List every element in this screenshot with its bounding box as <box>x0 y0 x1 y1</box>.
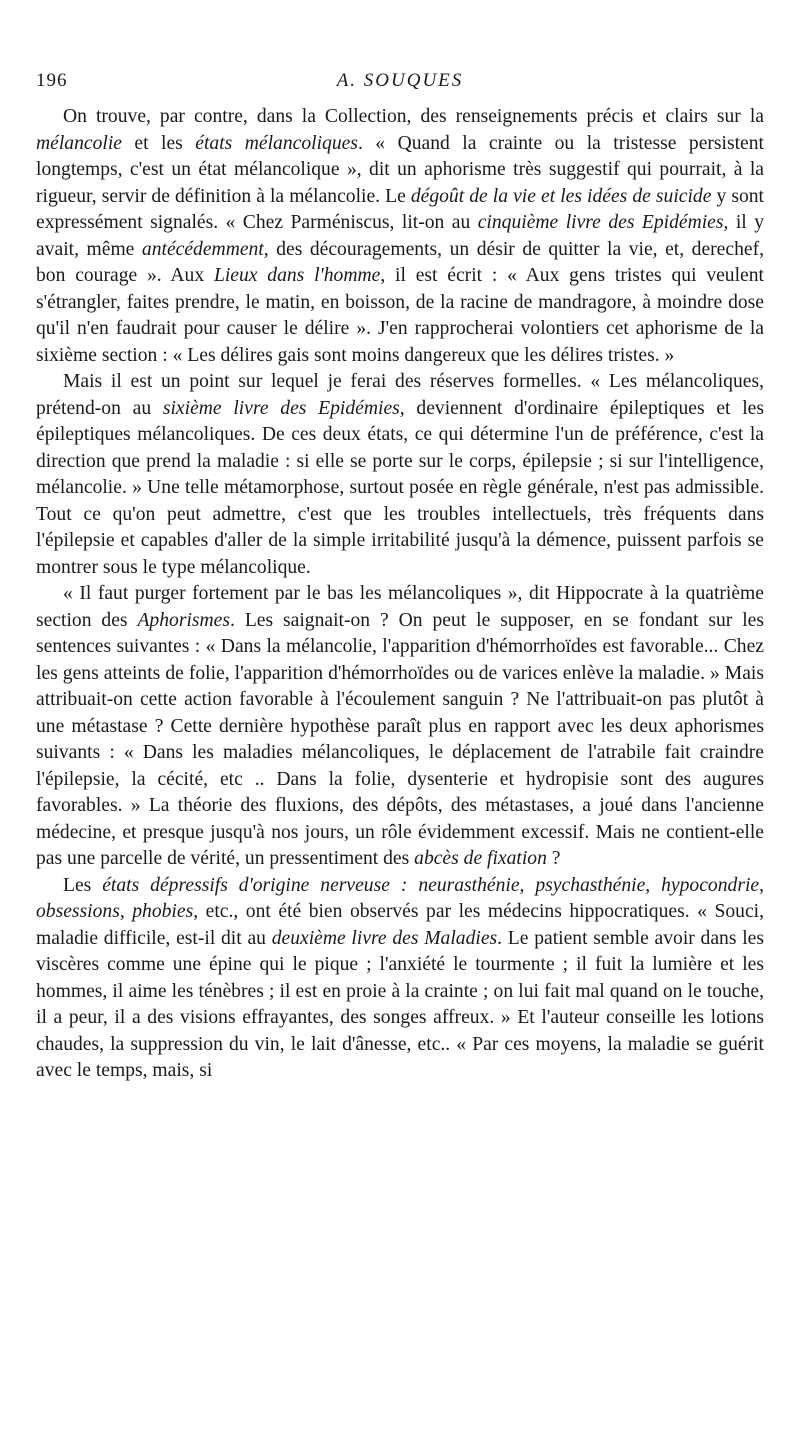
running-head: A. SOUQUES <box>336 70 464 91</box>
italic-text-segment: états dépressifs d'origine nerveuse : neurasthénie, psychasthénie, hypocondrie, obsessions, phobies <box>36 874 764 922</box>
text-segment: , il y avait, même <box>36 212 764 260</box>
italic-text-segment: états mélancoliques <box>195 132 358 154</box>
text-segment: Mais il est un point sur lequel je ferai des réserves formelles. « Les mélancoliques, prétend-on au <box>36 371 764 419</box>
italic-text-segment: abcès de fixation <box>414 848 547 869</box>
paragraph <box>36 104 764 369</box>
italic-text-segment: mélancolie <box>36 132 122 154</box>
text-segment: , des découragements, un désir de quitter la vie, et, derechef, bon courage ». Aux <box>36 238 764 286</box>
text-segment: , etc., ont été bien observés par les médecins hippocratiques. « Souci, maladie difficile, est-il dit au <box>36 901 764 949</box>
text-segment: On trouve, par contre, dans la Collection, des renseignements précis et clairs sur la <box>63 106 764 127</box>
italic-text-segment: Aphorismes <box>137 609 230 631</box>
text-segment: y sont expressément signalés. « Chez Parméniscus, lit-on au <box>36 185 764 233</box>
paragraph <box>36 369 764 581</box>
text-segment: ? <box>546 848 561 869</box>
text-segment: , deviennent d'ordinaire épileptiques et les épileptiques mélancoliques. De ces deux états, ce qui détermine l'un de préférence, c'est la direction que prend la maladie : si elle se porte sur le corps, épilepsie ; si sur l'intelligence, mélancolie. » Une telle métamorphose, surtout posée en règle générale, n'est pas admissible. Tout ce qu'on peut admettre, c'est que les troubles intellectuels, très fréquents dans l'épilepsie et capables d'aller de la simple irritabilité jusqu'à la démence, puissent parfois se montrer sous le type mélancolique. <box>36 397 764 578</box>
page-header <box>36 70 764 98</box>
italic-text-segment: cinquième livre des Epidémies <box>477 212 724 233</box>
italic-text-segment: sixième livre des Epidémies <box>162 397 400 419</box>
italic-text-segment: dégoût de la vie et les idées de suicide <box>410 185 712 207</box>
text-segment: . Le patient semble avoir dans les viscères comme une épine qui le pique ; l'anxiété le tourmente ; il fuit la lumière et les hommes, il aime les ténèbres ; il est en proie à la crainte ; on lui fait mal quand on le touche, il a peur, il a des visions effrayantes, des songes affreux. » Et l'auteur conseille les lotions chaudes, la suppression du vin, le lait d'ânesse, etc.. « Par ces moyens, la maladie se guérit avec le temps, mais, si <box>36 927 764 1081</box>
page-number: 196 <box>36 70 68 91</box>
paragraph <box>36 581 764 873</box>
text-segment: , il est écrit : « Aux gens tristes qui veulent s'étrangler, faites prendre, le matin, en boisson, de la racine de mandragore, à moindre dose qu'il n'en faudrait pour causer le délire ». J'en rapprocherai volontiers cet aphorisme de la sixième section : « Les délires gais sont moins dangereux que les délires tristes. » <box>36 265 764 366</box>
italic-text-segment: antécédemment <box>141 238 264 260</box>
text-segment: Les <box>63 874 103 896</box>
italic-text-segment: deuxième livre des Maladies <box>271 927 498 949</box>
text-segment: . Les saignait-on ? On peut le supposer, en se fondant sur les sentences suivantes : « Dans la mélancolie, l'apparition d'hémorrhoïdes est favorable... Chez les gens atteints de folie, l'apparition d'hémorrhoïdes ou de varices enlève la maladie. » Mais attribuait-on cette action favorable à l'écoulement sanguin ? Ne l'attribuait-on pas plutôt à une métastase ? Cette dernière hypothèse paraît plus en rapport avec les deux aphorismes suivants : « Dans les maladies mélancoliques, le déplacement de l'atrabile fait craindre l'épilepsie, la cécité, etc .. Dans la folie, dysenterie et hydropisie sont des augures favorables. » La théorie des fluxions, des dépôts, des métastases, a joué dans l'ancienne médecine, et presque jusqu'à nos jours, un rôle évidemment excessif. Mais ne contient-elle pas une parcelle de vérité, un pressentiment des <box>36 609 764 869</box>
text-segment: « Il faut purger fortement par le bas les mélancoliques », dit Hippocrate à la quatrième section des <box>36 583 764 631</box>
text-segment: et les <box>121 132 196 154</box>
text-body <box>36 104 764 1085</box>
text-segment: . « Quand la crainte ou la tristesse persistent longtemps, c'est un état mélancolique », dit un aphorisme très suggestif qui pourrait, à la rigueur, servir de définition à la mélancolie. Le <box>36 132 764 207</box>
italic-text-segment: Lieux dans l'homme <box>213 265 381 286</box>
paragraph <box>36 873 764 1085</box>
